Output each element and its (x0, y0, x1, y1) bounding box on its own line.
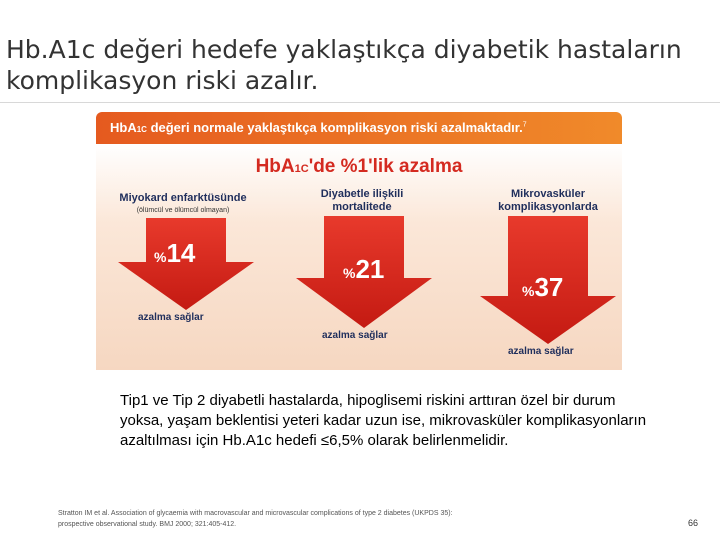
column-3-percent-sign: % (522, 283, 535, 299)
column-1-label: Miyokard enfarktüsünde (119, 192, 247, 204)
column-1-value: 14 (166, 238, 196, 268)
column-1-percent-sign: % (154, 249, 167, 265)
column-3-label: Mikrovasküler komplikasyonlarda (498, 188, 598, 213)
headline-rest: 'de %1'lik azalma (308, 156, 463, 177)
slide-title: Hb.A1c değeri hedefe yaklaştıkça diyabetik hastaların komplikasyon riski azalır. (6, 35, 682, 95)
column-3-footer: azalma sağlar (508, 346, 574, 357)
page-number: 66 (688, 518, 699, 528)
banner-footnote-marker: 7 (522, 121, 527, 129)
banner-text-rest: değeri normale yaklaştıkça komplikasyon riski azalmaktadır. (146, 120, 523, 135)
column-1-percent (154, 238, 195, 269)
reference-citation: Stratton IM et al. Association of glycaemia with macrovascular and microvascular complications of type 2 diabetes (UKPDS 35): prospective observational study. BMJ 2000; 321:405-412. (58, 510, 453, 528)
complication-risk-figure (96, 112, 622, 370)
figure-banner (96, 112, 622, 144)
column-2-footer: azalma sağlar (322, 330, 388, 341)
column-3-percent (522, 272, 563, 303)
body-paragraph: Tip1 ve Tip 2 diyabetli hastalarda, hipoglisemi riskini arttıran özel bir durum yoksa, yaşam beklentisi yeteri kadar uzun ise, mikrovasküler komplikasyonların azaltılması için Hb.A1c hedefi ≤6,5% olarak belirlenmelidir. (120, 392, 647, 449)
column-3-value: 37 (534, 272, 564, 302)
column-2-percent-sign: % (343, 265, 356, 281)
column-2-label: Diyabetle ilişkili mortalitede (320, 188, 404, 213)
column-2-value: 21 (355, 254, 385, 284)
column-1-note: (ölümcül ve ölümcül olmayan) (136, 207, 230, 214)
banner-text-pre: HbA (110, 120, 137, 135)
banner-text-sub: 1C (136, 125, 147, 134)
headline-sub: 1C (294, 163, 309, 175)
banner-text (110, 120, 527, 135)
column-2-percent (343, 254, 384, 285)
column-1-footer: azalma sağlar (138, 312, 204, 323)
headline-pre: HbA (255, 156, 295, 177)
title-divider (0, 102, 720, 103)
figure-headline (96, 156, 622, 178)
